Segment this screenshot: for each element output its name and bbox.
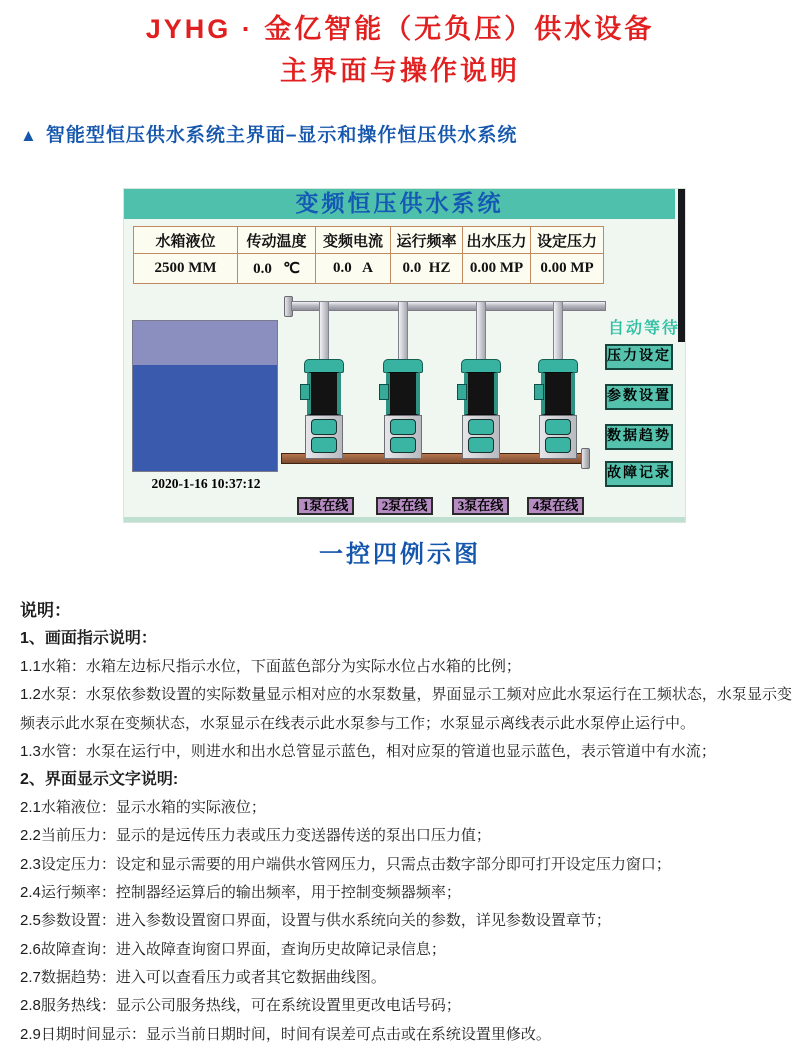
vfd-current-value[interactable]: 0.0 A <box>316 254 391 284</box>
note-item-2-8: 2.8服务热线：显示公司服务热线，可在系统设置里更改电话号码； <box>20 997 461 1015</box>
pump-stage <box>468 437 494 453</box>
pump-2 <box>379 301 427 459</box>
pump-1 <box>300 301 348 459</box>
pressure-set-button[interactable]: 压力设定 <box>605 344 673 370</box>
hmi-title-bar <box>124 189 675 219</box>
pump-base <box>462 415 500 459</box>
pump-3 <box>457 301 505 459</box>
pump4-status-label: 4泵在线 <box>527 497 584 515</box>
table-header-run-freq: 运行频率 <box>391 227 463 254</box>
notes-section <box>20 597 792 1049</box>
note-item-1-3: 1.3水管：水泵在运行中，则进水和出水总管显示蓝色，相对应泵的管道也显示蓝色，表示管道中有水流； <box>20 742 716 760</box>
auto-standby-status: 自动等待 <box>608 320 681 337</box>
pump-motor-cap <box>383 359 423 373</box>
note-item-1-2: 1.2水泵：水泵依参数设置的实际数量显示相对应的水泵数量，界面显示工频对应此水泵运行在工频状态，水泵显示变频表示此水泵在变频状态，水泵显示在线表示此水泵参与工作；水泵显示离线表示此水泵停止运行中。 <box>20 686 792 732</box>
hmi-bottom-strip <box>124 517 685 522</box>
note-item-2-1: 2.1水箱液位：显示水箱的实际液位； <box>20 799 266 817</box>
fault-record-button[interactable]: 故障记录 <box>605 461 673 487</box>
document-title <box>0 8 800 92</box>
pump-motor-body <box>307 372 341 415</box>
data-trend-button[interactable]: 数据趋势 <box>605 424 673 450</box>
hmi-panel <box>123 188 686 523</box>
notes-section2-title: 2、界面显示文字说明: <box>20 771 179 789</box>
pump-stage <box>545 437 571 453</box>
pump-junction-box <box>379 384 389 400</box>
pump3-status-label: 3泵在线 <box>452 497 509 515</box>
tank-level-value[interactable]: 2500 MM <box>134 254 238 284</box>
table-header-drive-temp: 传动温度 <box>238 227 316 254</box>
section-heading <box>20 120 517 147</box>
table-header-set-pressure: 设定压力 <box>531 227 604 254</box>
pump-stage <box>390 419 416 435</box>
note-item-2-9: 2.9日期时间显示：显示当前日期时间，时间有误差可点击或在系统设置里修改。 <box>20 1025 551 1043</box>
hmi-title: 变频恒压供水系统 <box>295 191 504 216</box>
pump-motor-cap <box>304 359 344 373</box>
pump1-status-label: 1泵在线 <box>297 497 354 515</box>
pump-motor-body <box>386 372 420 415</box>
table-header-vfd-current: 变频电流 <box>316 227 391 254</box>
pump-motor-body <box>541 372 575 415</box>
pump-stage <box>390 437 416 453</box>
figure-caption: 一控四例示图 <box>319 541 481 568</box>
note-item-2-2: 2.2当前压力：显示的是远传压力表或压力变送器传送的泵出口压力值； <box>20 827 491 845</box>
outlet-pressure-value[interactable]: 0.00 MP <box>463 254 531 284</box>
pump-riser-pipe <box>398 301 408 363</box>
pump2-status-label: 2泵在线 <box>376 497 433 515</box>
notes-section1-title: 1、画面指示说明： <box>20 630 157 647</box>
pump-stage <box>468 419 494 435</box>
page-title-line2: 主界面与操作说明 <box>280 56 520 86</box>
note-item-2-4: 2.4运行频率：控制器经运算后的输出频率，用于控制变频器频率； <box>20 884 461 902</box>
pump-base <box>384 415 422 459</box>
pump-junction-box <box>300 384 310 400</box>
datetime-display[interactable]: 2020-1-16 10:37:12 <box>151 476 261 491</box>
pump-base <box>539 415 577 459</box>
pump-stage <box>545 419 571 435</box>
pump-riser-pipe <box>476 301 486 363</box>
table-value-row <box>134 254 604 284</box>
hmi-data-table <box>133 226 604 284</box>
pump-motor-cap <box>461 359 501 373</box>
pump-stage <box>311 437 337 453</box>
pump-stage <box>311 419 337 435</box>
tank-water-level <box>133 365 277 471</box>
pump-riser-pipe <box>553 301 563 363</box>
pump-motor-cap <box>538 359 578 373</box>
table-header-tank-level: 水箱液位 <box>134 227 238 254</box>
section-heading-label: 智能型恒压供水系统主界面–显示和操作恒压供水系统 <box>45 125 518 146</box>
table-header-outlet-pressure: 出水压力 <box>463 227 531 254</box>
note-item-1-1: 1.1水箱：水箱左边标尺指示水位，下面蓝色部分为实际水位占水箱的比例； <box>20 658 521 675</box>
set-pressure-value[interactable]: 0.00 MP <box>531 254 604 284</box>
pump-riser-pipe <box>319 301 329 363</box>
run-freq-value[interactable]: 0.0 HZ <box>391 254 463 284</box>
note-item-2-7: 2.7数据趋势：进入可以查看压力或者其它数据曲线图。 <box>20 968 386 986</box>
pump-motor-body <box>464 372 498 415</box>
pump-base <box>305 415 343 459</box>
param-set-button[interactable]: 参数设置 <box>605 384 673 410</box>
pump-4 <box>534 301 582 459</box>
notes-heading: 说明： <box>20 601 71 620</box>
table-header-row <box>134 227 604 254</box>
pipe-flange-right <box>581 448 590 469</box>
tank-air-space <box>133 321 277 365</box>
note-item-2-3: 2.3设定压力：设定和显示需要的用户端供水管网压力，只需点击数字部分即可打开设定压力窗口； <box>20 855 671 873</box>
water-tank <box>132 320 278 472</box>
note-item-2-6: 2.6故障查询：进入故障查询窗口界面，查询历史故障记录信息； <box>20 940 446 958</box>
pump-junction-box <box>534 384 544 400</box>
pump-junction-box <box>457 384 467 400</box>
page-title-line1: JYHG · 金亿智能（无负压）供水设备 <box>145 14 655 44</box>
triangle-icon: ▲ <box>20 126 38 145</box>
drive-temp-value[interactable]: 0.0 ℃ <box>238 254 316 284</box>
note-item-2-5: 2.5参数设置：进入参数设置窗口界面，设置与供水系统向关的参数，详见参数设置章节； <box>20 912 611 930</box>
